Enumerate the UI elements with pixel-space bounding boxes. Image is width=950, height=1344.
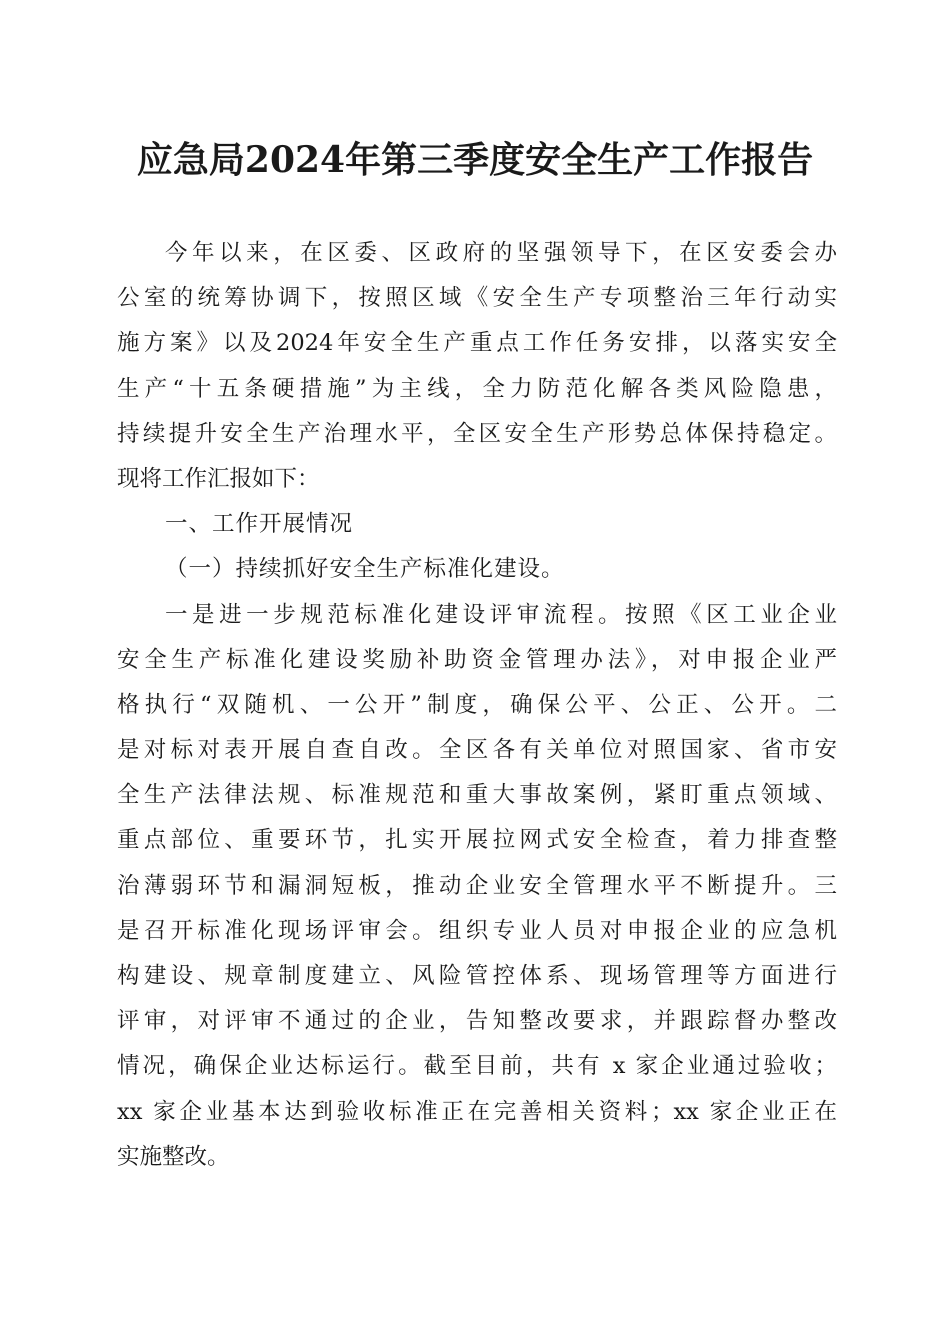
document-title: 应急局2024年第三季度安全生产工作报告 xyxy=(136,139,814,181)
paragraph-line: 是对标对表开展自查自改。全区各有关单位对照国家、省市安 xyxy=(117,737,837,764)
subsection-heading: （一）持续抓好安全生产标准化建设。 xyxy=(165,556,565,583)
section-heading: 一、工作开展情况 xyxy=(165,511,354,538)
intro-line: 持续提升安全生产治理水平，全区安全生产形势总体保持稳定。 xyxy=(117,420,837,447)
intro-paragraph xyxy=(117,231,837,502)
paragraph-line: xx 家企业基本达到验收标准正在完善相关资料；xx 家企业正在 xyxy=(117,1098,837,1125)
paragraph-line: 全生产法律法规、标准规范和重大事故案例，紧盯重点领域、 xyxy=(117,782,837,809)
document-body xyxy=(117,231,837,1180)
intro-line: 现将工作汇报如下： xyxy=(117,465,320,492)
paragraph-line: 治薄弱环节和漏洞短板，推动企业安全管理水平不断提升。三 xyxy=(117,872,837,899)
intro-line: 施方案》以及2024年安全生产重点工作任务安排，以落实安全 xyxy=(117,330,837,357)
paragraph-line: 构建设、规章制度建立、风险管控体系、现场管理等方面进行 xyxy=(117,963,837,989)
paragraph-line: 重点部位、重要环节，扎实开展拉网式安全检查，着力排查整 xyxy=(117,827,837,854)
paragraph-line: 一是进一步规范标准化建设评审流程。按照《区工业企业 xyxy=(165,601,837,628)
paragraph-line: 评审，对评审不通过的企业，告知整改要求，并跟踪督办整改 xyxy=(117,1008,837,1035)
paragraph-line: 是召开标准化现场评审会。组织专业人员对申报企业的应急机 xyxy=(117,917,837,944)
paragraph-line: 安全生产标准化建设奖励补助资金管理办法》，对申报企业严 xyxy=(117,646,837,673)
intro-line: 今年以来，在区委、区政府的坚强领导下，在区安委会办 xyxy=(165,240,837,266)
paragraph-line: 实施整改。 xyxy=(117,1143,230,1170)
intro-line: 公室的统筹协调下，按照区域《安全生产专项整治三年行动实 xyxy=(117,285,837,312)
paragraph-line: 情况，确保企业达标运行。截至目前，共有 x 家企业通过验收； xyxy=(117,1053,837,1080)
standardization-paragraph xyxy=(117,593,837,1180)
intro-line: 生产“十五条硬措施”为主线，全力防范化解各类风险隐患， xyxy=(117,375,837,402)
paragraph-line: 格执行“双随机、一公开”制度，确保公平、公正、公开。二 xyxy=(117,691,837,718)
